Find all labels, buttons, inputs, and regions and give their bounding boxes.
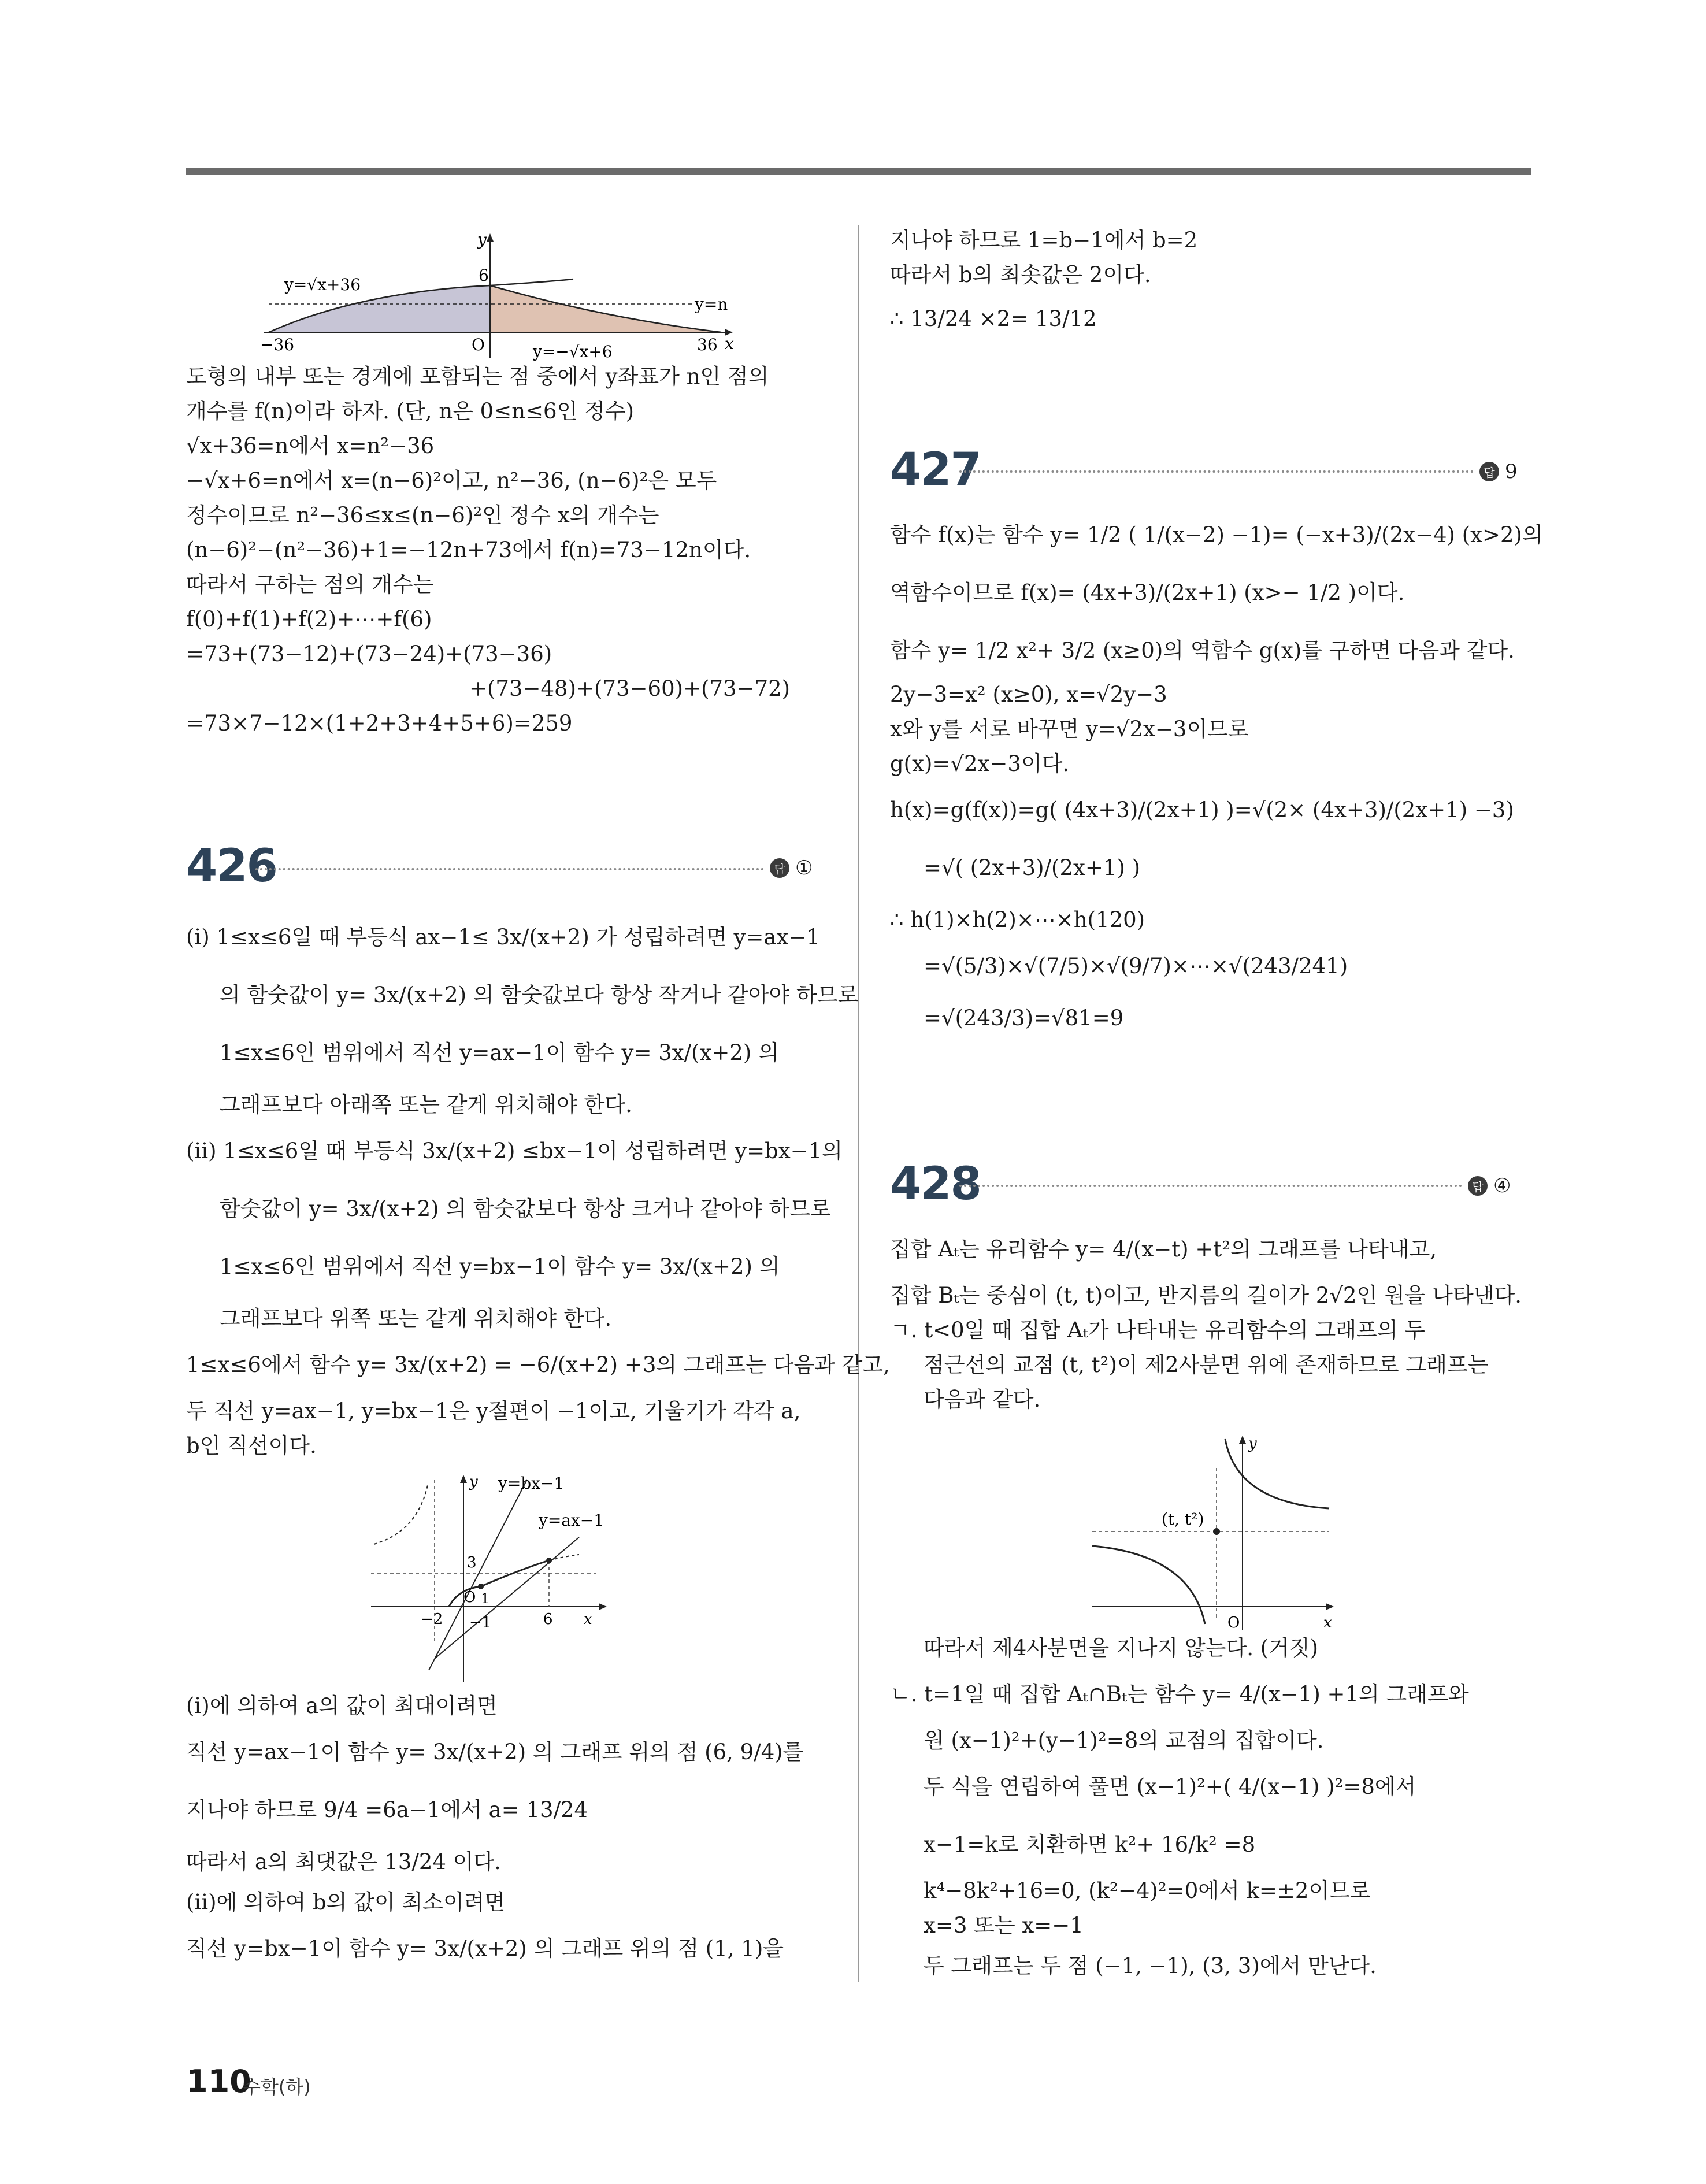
answer-value: 9 [1505,460,1518,483]
text-line: =√(5/3)×√(7/5)×√(9/7)×⋯×√(243/241) [924,954,1348,978]
text-line: −√x+6=n에서 x=(n−6)²이고, n²−36, (n−6)²은 모두 [186,468,717,493]
text-line: (i)에 의하여 a의 값이 최대이려면 [186,1693,498,1718]
graph-426 [186,1468,822,1688]
text-line: 지나야 하므로 9/4 =6a−1에서 a= 13/24 [186,1797,588,1822]
graph426-line-a-label: y=ax−1 [539,1511,604,1530]
text-line: x와 y를 서로 바꾸면 y=√2x−3이므로 [890,717,1249,741]
text-line: =73×7−12×(1+2+3+4+5+6)=259 [186,711,573,736]
question-number: 427 [890,444,981,496]
text-line: 2y−3=x² (x≥0), x=√2y−3 [890,682,1167,707]
text-line: 직선 y=ax−1이 함수 y= 3x/(x+2) 의 그래프 위의 점 (6, 9/4)를 [186,1740,804,1764]
text-line: 개수를 f(n)이라 하자. (단, n은 0≤n≤6인 정수) [186,399,635,424]
answer-value: ④ [1493,1174,1511,1197]
heading-dots [255,868,764,870]
question-heading-426 [186,840,277,892]
heading-dots [959,1185,1462,1187]
graph1-neg36-label: −36 [260,335,295,354]
text-line: 1≤x≤6에서 함수 y= 3x/(x+2) = −6/(x+2) +3의 그래프는 다음과 같고, [186,1352,890,1377]
text-line: 점근선의 교점 (t, t²)이 제2사분면 위에 존재하므로 그래프는 [924,1352,1489,1377]
graph426-y-label: y [469,1473,478,1490]
header-rule [186,168,1531,175]
text-line: 그래프보다 위쪽 또는 같게 위치해야 한다. [220,1306,612,1331]
graph428-point-label: (t, t²) [1162,1510,1204,1529]
graph1-origin-label: O [472,335,485,354]
answer-value: ① [795,856,813,880]
text-line: 정수이므로 n²−36≤x≤(n−6)²인 정수 x의 개수는 [186,503,659,528]
text-line: 직선 y=bx−1이 함수 y= 3x/(x+2) 의 그래프 위의 점 (1, 1)을 [186,1936,784,1961]
question-number: 428 [890,1158,981,1210]
graph1-curve1-label: y=√x+36 [284,275,361,294]
answer-badge [770,856,813,880]
text-line: 두 그래프는 두 점 (−1, −1), (3, 3)에서 만난다. [924,1953,1377,1978]
text-line: 따라서 제4사분면을 지나지 않는다. (거짓) [924,1636,1319,1660]
text-line: x=3 또는 x=−1 [924,1913,1084,1938]
text-line: (ii)에 의하여 b의 값이 최소이려면 [186,1890,506,1915]
text-line: 의 함숫값이 y= 3x/(x+2) 의 함숫값보다 항상 작거나 같아야 하므로 [220,982,859,1007]
text-line: =√( (2x+3)/(2x+1) ) [924,855,1141,880]
region-graph [186,225,822,370]
answer-icon: 답 [1479,462,1499,481]
answer-badge [1468,1174,1511,1197]
graph428-y-label: y [1248,1435,1257,1452]
graph426-neg1-label: −1 [469,1614,492,1631]
graph1-curve2-label: y=−√x+6 [533,342,613,361]
graph1-six-label: 6 [479,266,489,285]
text-line: f(0)+f(1)+f(2)+⋯+f(6) [186,607,432,632]
text-line: 1≤x≤6인 범위에서 직선 y=ax−1이 함수 y= 3x/(x+2) 의 [220,1040,779,1065]
graph426-origin-label: O [463,1589,476,1606]
text-line: (n−6)²−(n²−36)+1=−12n+73에서 f(n)=73−12n이다. [186,537,751,562]
graph426-three-label: 3 [467,1554,477,1571]
text-line: (ii) 1≤x≤6일 때 부등식 3x/(x+2) ≤bx−1이 성립하려면 y=bx−1의 [186,1139,843,1163]
text-line: k⁴−8k²+16=0, (k²−4)²=0에서 k=±2이므로 [924,1878,1371,1903]
text-line: ∴ h(1)×h(2)×⋯×h(120) [890,907,1145,932]
text-line: h(x)=g(f(x))=g( (4x+3)/(2x+1) )=√(2× (4x+3)/(2x+1) −3) [890,798,1514,822]
right-column [890,225,1543,2017]
question-number: 426 [186,840,277,892]
graph1-pos36-label: 36 [697,335,718,354]
heading-dots [959,470,1474,473]
text-line: 따라서 구하는 점의 개수는 [186,572,434,597]
answer-icon: 답 [770,858,789,878]
graph428-x-label: x [1323,1614,1332,1631]
text-line: 함수 f(x)는 함수 y= 1/2 ( 1/(x−2) −1)= (−x+3)/(2x−4) (x>2)의 [890,522,1543,547]
text-line: 함수 y= 1/2 x²+ 3/2 (x≥0)의 역함수 g(x)를 구하면 다음과 같다. [890,638,1515,663]
graph1-y-label: y [477,230,487,249]
page-number: 110 [186,2063,251,2100]
text-line: b인 직선이다. [186,1433,317,1458]
text-line: 두 직선 y=ax−1, y=bx−1은 y절편이 −1이고, 기울기가 각각 a, [186,1399,801,1423]
left-column [186,225,890,2017]
answer-icon: 답 [1468,1176,1488,1196]
text-line: 두 식을 연립하여 풀면 (x−1)²+( 4/(x−1) )²=8에서 [924,1774,1416,1799]
graph1-line-n-label: y=n [695,295,728,314]
column-divider [858,225,859,1982]
graph428-origin-label: O [1227,1614,1240,1631]
text-line: ∴ 13/24 ×2= 13/12 [890,306,1097,331]
graph426-x-label: x [584,1611,592,1628]
page-subject-label: 수학(하) [243,2076,311,2098]
graph426-six-label: 6 [543,1611,553,1628]
graph426-neg2-label: −2 [421,1611,443,1628]
text-line: ㄴ. t=1일 때 집합 Aₜ∩Bₜ는 함수 y= 4/(x−1) +1의 그래프와 [890,1682,1469,1707]
text-line: 다음과 같다. [924,1387,1041,1412]
question-heading-427 [890,444,981,496]
text-line: 1≤x≤6인 범위에서 직선 y=bx−1이 함수 y= 3x/(x+2) 의 [220,1254,780,1279]
text-line: 함숫값이 y= 3x/(x+2) 의 함숫값보다 항상 크거나 같아야 하므로 [220,1196,831,1221]
text-line: 역함수이므로 f(x)= (4x+3)/(2x+1) (x>− 1/2 )이다. [890,580,1405,605]
graph426-line-b-label: y=bx−1 [498,1474,565,1493]
text-line: 집합 Aₜ는 유리함수 y= 4/(x−t) +t²의 그래프를 나타내고, [890,1237,1437,1262]
text-line: 도형의 내부 또는 경계에 포함되는 점 중에서 y좌표가 n인 점의 [186,364,769,389]
graph-428 [890,1433,1531,1641]
text-line: =√(243/3)=√81=9 [924,1006,1124,1030]
answer-badge [1479,460,1518,483]
text-line: =73+(73−12)+(73−24)+(73−36) [186,642,552,666]
text-line: (i) 1≤x≤6일 때 부등식 ax−1≤ 3x/(x+2) 가 성립하려면 y=ax−1 [186,925,820,950]
text-line: √x+36=n에서 x=n²−36 [186,433,435,458]
text-line: 그래프보다 아래쪽 또는 같게 위치해야 한다. [220,1092,632,1117]
text-line: +(73−48)+(73−60)+(73−72) [469,676,791,701]
text-line: ㄱ. t<0일 때 집합 Aₜ가 나타내는 유리함수의 그래프의 두 [890,1318,1425,1343]
question-heading-428 [890,1158,981,1210]
text-line: 지나야 하므로 1=b−1에서 b=2 [890,228,1198,253]
text-line: 따라서 b의 최솟값은 2이다. [890,262,1151,287]
text-line: x−1=k로 치환하면 k²+ 16/k² =8 [924,1832,1256,1857]
graph426-one-label: 1 [481,1590,490,1607]
graph1-x-label: x [725,334,734,353]
text-line: 따라서 a의 최댓값은 13/24 이다. [186,1849,501,1874]
text-line: 원 (x−1)²+(y−1)²=8의 교점의 집합이다. [924,1728,1324,1753]
text-line: g(x)=√2x−3이다. [890,751,1070,776]
text-line: 집합 Bₜ는 중심이 (t, t)이고, 반지름의 길이가 2√2인 원을 나타낸다. [890,1283,1522,1308]
